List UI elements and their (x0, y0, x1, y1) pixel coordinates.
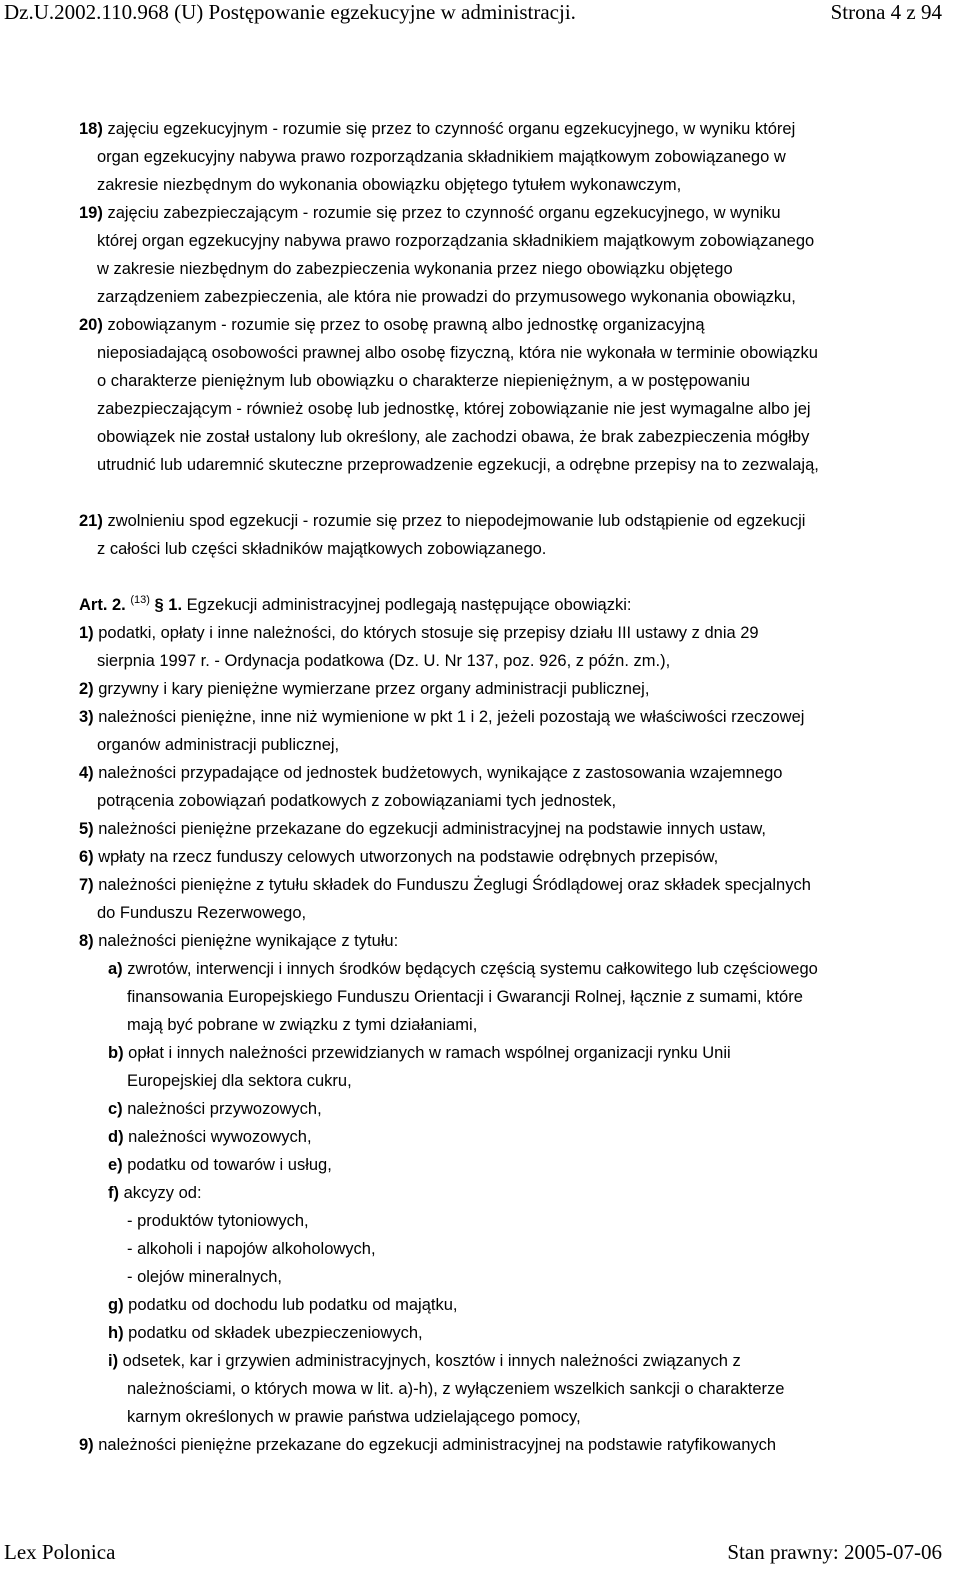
item-marker: h) (108, 1324, 124, 1342)
text-line (127, 1071, 352, 1091)
text-line (108, 1099, 322, 1119)
legal-status-date: Stan prawny: 2005-07-06 (727, 1540, 942, 1564)
item-marker: 5) (79, 820, 94, 838)
text-line (79, 707, 804, 727)
item-marker: 9) (79, 1436, 94, 1454)
line-text: potrącenia zobowiązań podatkowych z zobowiązaniami tych jednostek, (97, 792, 617, 810)
line-text: należności przypadające od jednostek budżetowych, wynikające z zastosowania wzajemnego (93, 764, 783, 782)
text-line (127, 1407, 581, 1427)
item-marker: c) (108, 1100, 123, 1118)
line-text: zajęciu egzekucyjnym - rozumie się przez to czynność organu egzekucyjnego, w wyniku której (102, 120, 796, 138)
text-line (108, 1295, 458, 1315)
text-line (97, 651, 670, 671)
line-text: akcyzy od: (119, 1184, 202, 1202)
line-text: - alkoholi i napojów alkoholowych, (127, 1240, 376, 1258)
text-line (79, 119, 795, 139)
line-text: której organ egzekucyjny nabywa prawo rozporządzania składnikiem majątkowym zobowiązanego (97, 232, 815, 250)
text-line (108, 1155, 332, 1175)
line-text: należności pieniężne przekazane do egzekucji administracyjnej na podstawie innych ustaw, (93, 820, 766, 838)
text-line (108, 1323, 423, 1343)
text-line (97, 903, 306, 923)
line-text: sierpnia 1997 r. - Ordynacja podatkowa (Dz. U. Nr 137, poz. 926, z późn. zm.), (97, 652, 671, 670)
text-line (97, 287, 796, 307)
item-marker: 6) (79, 848, 94, 866)
text-line (79, 511, 805, 531)
line-text: odsetek, kar i grzywien administracyjnych, kosztów i innych należności związanych z (118, 1352, 741, 1370)
item-marker: b) (108, 1044, 124, 1062)
text-line (79, 847, 718, 867)
line-text: o charakterze pieniężnym lub obowiązku o charakterze niepieniężnym, a w postępowaniu (97, 372, 751, 390)
text-line (127, 1379, 784, 1399)
line-text: z całości lub części składników majątkowych zobowiązanego. (97, 540, 547, 558)
line-text: zobowiązanym - rozumie się przez to osobę prawną albo jednostkę organizacyjną (102, 316, 705, 334)
item-marker: i) (108, 1352, 119, 1370)
item-marker: 3) (79, 708, 94, 726)
item-marker: e) (108, 1156, 123, 1174)
text-line (127, 1239, 376, 1259)
publisher-name: Lex Polonica (4, 1540, 116, 1564)
item-marker: 8) (79, 932, 94, 950)
line-text: podatku od składek ubezpieczeniowych, (123, 1324, 423, 1342)
item-marker: 21) (79, 512, 103, 530)
line-text: zabezpieczającym - również osobę lub jednostkę, której zobowiązanie nie jest wymagalne albo jej (97, 400, 811, 418)
line-text: zajęciu zabezpieczającym - rozumie się przez to czynność organu egzekucyjnego, w wyniku (102, 204, 781, 222)
item-marker: 7) (79, 876, 94, 894)
line-text: grzywny i kary pieniężne wymierzane przez organy administracji publicznej, (93, 680, 650, 698)
item-marker: d) (108, 1128, 124, 1146)
line-text: wpłaty na rzecz funduszy celowych utworzonych na podstawie odrębnych przepisów, (93, 848, 719, 866)
text-line (127, 1267, 282, 1287)
line-text: nieposiadającą osobowości prawnej albo osobę fizyczną, która nie wykonała w terminie obowiązku (97, 344, 818, 362)
line-text: organ egzekucyjny nabywa prawo rozporządzania składnikiem majątkowym zobowiązanego w (97, 148, 786, 166)
footnote-ref: (13) (130, 594, 150, 606)
text-line (79, 931, 398, 951)
item-marker: 19) (79, 204, 103, 222)
text-line (108, 959, 818, 979)
line-text: obowiązek nie został ustalony lub określony, ale zachodzi obawa, że brak zabezpieczenia mógłby (97, 428, 810, 446)
line-text: należności pieniężne przekazane do egzekucji administracyjnej na podstawie ratyfikowanych (93, 1436, 777, 1454)
text-line (79, 203, 781, 223)
line-text: zakresie niezbędnym do wykonania obowiązku objętego tytułem wykonawczym, (97, 176, 682, 194)
line-text: podatku od dochodu lub podatku od majątku, (123, 1296, 458, 1314)
text-line (97, 455, 819, 475)
line-text: należności przywozowych, (122, 1100, 322, 1118)
item-marker: 1) (79, 624, 94, 642)
text-line (79, 679, 649, 699)
text-line (79, 595, 631, 617)
line-text: w zakresie niezbędnym do zabezpieczenia wykonania przez niego obowiązku objętego (97, 260, 733, 278)
line-text: należności pieniężne wynikające z tytułu: (93, 932, 399, 950)
text-line (97, 791, 616, 811)
text-line (97, 147, 786, 167)
line-text: zwrotów, interwencji i innych środków będących częścią systemu całkowitego lub częściowego (122, 960, 818, 978)
text-line (127, 1211, 309, 1231)
text-line (108, 1183, 202, 1203)
item-marker: f) (108, 1184, 119, 1202)
line-text: - olejów mineralnych, (127, 1268, 282, 1286)
page-number: Strona 4 z 94 (830, 0, 942, 24)
line-text: podatki, opłaty i inne należności, do których stosuje się przepisy działu III ustawy z dnia 29 (93, 624, 759, 642)
line-text: karnym określonych w prawie państwa udzielającego pomocy, (127, 1408, 581, 1426)
line-text: organów administracji publicznej, (97, 736, 340, 754)
text-line (79, 1435, 776, 1455)
document-header-title: Dz.U.2002.110.968 (U) Postępowanie egzekucyjne w administracji. (4, 0, 576, 24)
item-marker: a) (108, 960, 123, 978)
text-line (127, 987, 803, 1007)
text-line (97, 735, 339, 755)
line-text: należnościami, o których mowa w lit. a)-h), z wyłączeniem wszelkich sankcji o charakterze (127, 1380, 785, 1398)
text-line (108, 1351, 741, 1371)
item-marker: Art. 2. (79, 596, 126, 614)
text-line (97, 427, 809, 447)
item-marker: g) (108, 1296, 124, 1314)
line-text: utrudnić lub udaremnić skuteczne przeprowadzenie egzekucji, a odrębne przepisy na to zezwalają, (97, 456, 819, 474)
text-line (97, 399, 811, 419)
item-marker: 18) (79, 120, 103, 138)
line-text: Europejskiej dla sektora cukru, (127, 1072, 352, 1090)
line-text: opłat i innych należności przewidzianych w ramach wspólnej organizacji rynku Unii (123, 1044, 731, 1062)
line-text: do Funduszu Rezerwowego, (97, 904, 307, 922)
line-text: zwolnieniu spod egzekucji - rozumie się przez to niepodejmowanie lub odstąpienie od egzekucji (102, 512, 806, 530)
line-text: należności pieniężne z tytułu składek do Funduszu Żeglugi Śródlądowej oraz składek specjalnych (93, 876, 811, 894)
line-text: mają być pobrane w związku z tymi działaniami, (127, 1016, 478, 1034)
text-line (97, 231, 814, 251)
line-text: Egzekucji administracyjnej podlegają następujące obowiązki: (182, 596, 632, 614)
text-line (97, 371, 750, 391)
text-line (108, 1043, 731, 1063)
text-line (79, 819, 766, 839)
text-line (97, 539, 546, 559)
item-marker: 4) (79, 764, 94, 782)
line-text: należności wywozowych, (123, 1128, 312, 1146)
text-line (108, 1127, 312, 1147)
line-text: należności pieniężne, inne niż wymienione w pkt 1 i 2, jeżeli pozostają we właściwości rzeczowej (93, 708, 805, 726)
text-line (79, 623, 759, 643)
line-text: podatku od towarów i usług, (122, 1156, 332, 1174)
section-marker: § 1. (154, 596, 183, 614)
line-text: finansowania Europejskiego Funduszu Orientacji i Gwarancji Rolnej, łącznie z sumami, które (127, 988, 803, 1006)
text-line (79, 763, 782, 783)
text-line (127, 1015, 477, 1035)
text-line (79, 875, 811, 895)
item-marker: 2) (79, 680, 94, 698)
text-line (97, 343, 818, 363)
item-marker: 20) (79, 316, 103, 334)
line-text: zarządzeniem zabezpieczenia, ale która nie prowadzi do przymusowego wykonania obowiązku, (97, 288, 796, 306)
text-line (97, 175, 681, 195)
text-line (97, 259, 733, 279)
line-text: - produktów tytoniowych, (127, 1212, 309, 1230)
text-line (79, 315, 705, 335)
